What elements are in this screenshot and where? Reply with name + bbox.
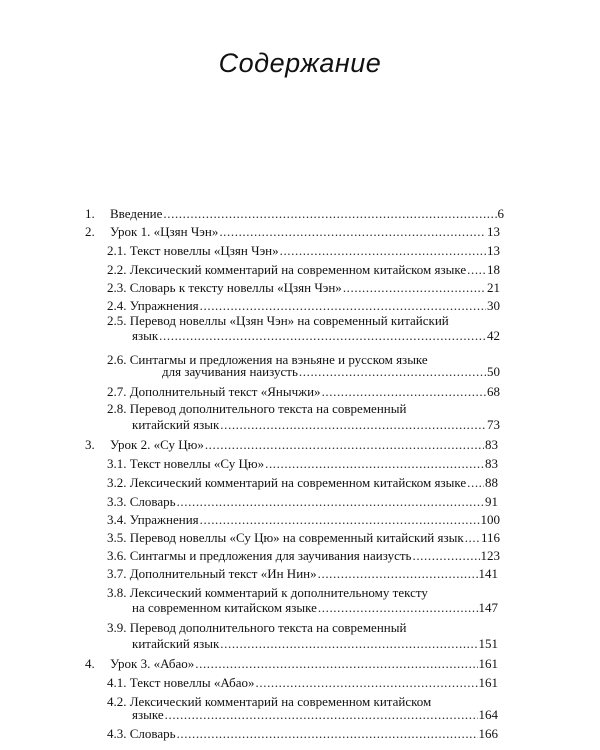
toc-entry-text: 3.2. Лексический комментарий на современном китайском языке [107,475,467,490]
dot-leader [177,494,484,509]
toc-entry [107,512,500,527]
toc-page-number: 100 [480,512,500,527]
dot-leader [467,262,486,277]
dot-leader [220,417,486,432]
toc-entry-text: 3.5. Перевод новеллы «Су Цю» на современный китайский язык [107,530,464,545]
dot-leader [195,656,477,671]
dot-leader [299,364,486,379]
toc-page-number: 6 [497,206,504,221]
toc-page-number: 18 [487,262,500,277]
toc-entry [107,726,498,741]
toc-page-number: 164 [478,707,498,722]
toc-entry-text: китайский язык [132,417,220,432]
toc-page-number: 83 [485,456,498,471]
toc-page-number: 161 [478,656,498,671]
toc-entry-text: 3.3. Словарь [107,494,176,509]
dot-leader [412,548,479,563]
toc-entry [110,656,498,671]
toc-entry-line1: 3.8. Лексический комментарий к дополнительному тексту [107,585,428,600]
toc-page-number: 83 [485,437,498,452]
toc-entry-line1: 2.6. Синтагмы и предложения на вэньяне и русском языке [107,352,428,367]
dot-leader [200,512,480,527]
page-title: Содержание [218,48,382,78]
toc-page-number: 73 [487,417,500,432]
toc-entry [110,206,504,221]
toc-entry [132,328,500,343]
toc-entry [107,530,500,545]
toc-page-number: 147 [478,600,498,615]
toc-page-number: 13 [487,243,500,258]
dot-leader [465,530,480,545]
toc-number: 4. [85,656,95,671]
toc-entry-text: Урок 2. «Су Цю» [110,437,204,452]
dot-leader [256,675,478,690]
dot-leader [165,707,478,722]
toc-entry-text: китайский язык [132,636,220,651]
toc-page-number: 166 [478,726,498,741]
dot-leader [318,600,478,615]
toc-entry [107,298,500,313]
toc-entry-text: на современном китайском языке [132,600,317,615]
toc-entry [107,475,498,490]
toc-number: 3. [85,437,95,452]
toc-entry-text: 3.7. Дополнительный текст «Ин Нин» [107,566,317,581]
toc-entry-line1: 2.5. Перевод новеллы «Цзян Чэн» на современный китайский [107,313,449,328]
toc-entry-text: 4.3. Словарь [107,726,176,741]
toc-entry [132,600,498,615]
toc-page-number: 141 [478,566,498,581]
toc-entry [107,384,500,399]
toc-page-number: 161 [478,675,498,690]
dot-leader [220,636,477,651]
toc-page-number: 42 [487,328,500,343]
dot-leader [280,243,486,258]
dot-leader [200,298,486,313]
dot-leader [177,726,478,741]
dot-leader [159,328,486,343]
dot-leader [467,475,484,490]
toc-entry-text: 3.4. Упражнения [107,512,199,527]
toc-entry [132,636,498,651]
dot-leader [219,224,486,239]
toc-entry [107,456,498,471]
dot-leader [265,456,484,471]
toc-entry-text: 2.3. Словарь к тексту новеллы «Цзян Чэн» [107,280,342,295]
dot-leader [322,384,486,399]
toc-entry-text: для заучивания наизусть [162,364,298,379]
toc-entry [132,417,500,432]
toc-entry [110,224,500,239]
toc-entry [162,364,500,379]
toc-entry [107,494,498,509]
toc-entry [107,243,500,258]
dot-leader [163,206,496,221]
toc-page-number: 30 [487,298,500,313]
toc-entry-text: 2.1. Текст новеллы «Цзян Чэн» [107,243,279,258]
toc-number: 1. [85,206,95,221]
toc-entry-text: 2.7. Дополнительный текст «Янычжи» [107,384,321,399]
toc-page-number: 91 [485,494,498,509]
toc-entry-text: Введение [110,206,163,221]
toc-entry-text: 3.6. Синтагмы и предложения для заучивания наизусть [107,548,412,563]
dot-leader [205,437,484,452]
toc-entry-text: языке [132,707,164,722]
toc-entry-text: 4.1. Текст новеллы «Абао» [107,675,255,690]
toc-entry-text: Урок 1. «Цзян Чэн» [110,224,219,239]
toc-entry [110,437,498,452]
toc-entry [107,675,498,690]
toc-page-number: 68 [487,384,500,399]
toc-number: 2. [85,224,95,239]
toc-page-number: 13 [487,224,500,239]
dot-leader [318,566,478,581]
toc-entry-text: 2.4. Упражнения [107,298,199,313]
toc-entry [107,548,500,563]
toc-page-number: 116 [480,530,500,545]
toc-entry-text: 2.2. Лексический комментарий на современном китайском языке [107,262,467,277]
toc-entry-line1: 3.9. Перевод дополнительного текста на современный [107,620,407,635]
toc-page-number: 88 [485,475,498,490]
toc-entry [107,262,500,277]
toc-entry-line1: 4.2. Лексический комментарий на современном китайском [107,694,432,709]
toc-entry [107,566,498,581]
toc-entry-text: 3.1. Текст новеллы «Су Цю» [107,456,265,471]
toc-entry [107,280,500,295]
toc-page-number: 151 [478,636,498,651]
toc-entry-line1: 2.8. Перевод дополнительного текста на современный [107,401,407,416]
toc-page-number: 21 [487,280,500,295]
toc-entry-text: Урок 3. «Абао» [110,656,195,671]
toc-page-number: 50 [487,364,500,379]
dot-leader [343,280,486,295]
toc-entry [132,707,498,722]
toc-page-number: 123 [480,548,500,563]
toc-entry-text: язык [132,328,159,343]
